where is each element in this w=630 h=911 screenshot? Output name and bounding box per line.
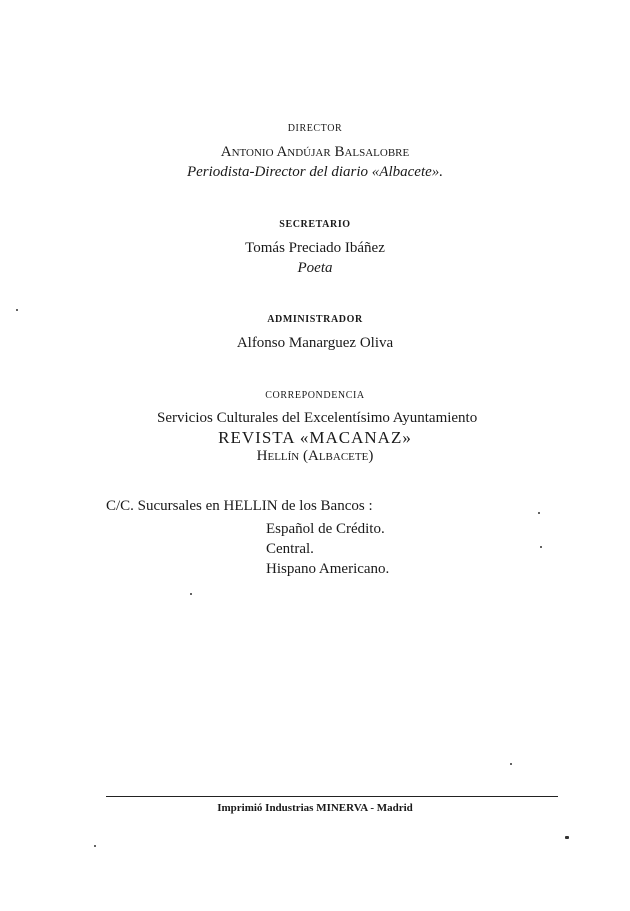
secretario-role: Poeta: [297, 260, 333, 276]
correspondencia-heading: CORREPONDENCIA: [265, 390, 365, 401]
bank-name: Español de Crédito.: [266, 521, 385, 537]
scan-speck: [16, 309, 18, 311]
correspondencia-institution: Servicios Culturales del Excelentísimo Ayuntamiento: [157, 410, 478, 426]
director-heading: DIRECTOR: [287, 123, 343, 134]
footer-rule: [106, 796, 558, 797]
director-name: Antonio Andújar Balsalobre: [220, 144, 410, 160]
bank-name: Hispano Americano.: [266, 561, 390, 577]
scan-speck: [538, 512, 540, 514]
correspondencia-city: Hellín (Albacete): [256, 448, 374, 464]
director-role: Periodista-Director del diario «Albacete».: [186, 164, 444, 180]
scan-speck: [565, 836, 569, 839]
scan-speck: [94, 845, 96, 847]
bank-name: Central.: [266, 541, 314, 557]
administrador-name: Alfonso Manarguez Oliva: [236, 335, 394, 351]
scan-speck: [190, 593, 192, 595]
secretario-name: Tomás Preciado Ibáñez: [245, 240, 385, 256]
revista-title: REVISTA «MACANAZ»: [218, 428, 412, 447]
printer-imprint: Imprimió Industrias MINERVA - Madrid: [217, 802, 413, 814]
secretario-heading: SECRETARIO: [279, 219, 351, 230]
bancos-intro: C/C. Sucursales en HELLIN de los Bancos :: [106, 498, 373, 514]
scan-speck: [510, 763, 512, 765]
scan-speck: [540, 546, 542, 548]
administrador-heading: ADMINISTRADOR: [267, 314, 363, 325]
